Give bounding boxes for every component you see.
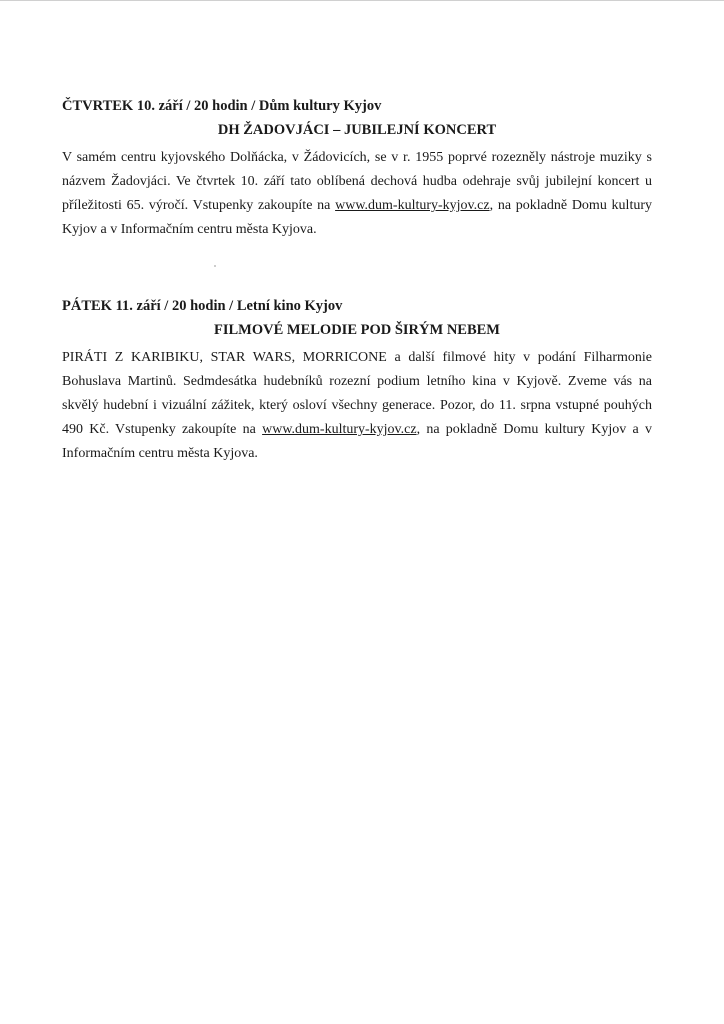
scan-speck <box>214 265 216 267</box>
event-description-text: PIRÁTI Z KARIBIKU, STAR WARS, MORRICONE a další filmové hity v podání Filharmonie Bohuslava Martinů. Sedmdesátka hudebníků rozezní podium letního kina v Kyjově. Zveme vás na skvělý hudební i vizuální zážitek, který osloví všechny generace. Pozor, do 11. srpna vstupné pouhých 490 Kč. Vstupenky zakoupíte na <box>62 350 652 437</box>
event-description-text: V samém centru kyjovského Dolňácka, v Žádovicích, se v r. 1955 poprvé rozezněly nástroje muziky s názvem Žadovjáci. Ve čtvrtek 10. září tato oblíbená dechová hudba odehraje svůj jubilejní koncert u příležitosti 65. výročí. Vstupenky zakoupíte na <box>62 150 652 213</box>
event-date-venue: ČTVRTEK 10. září / 20 hodin / Dům kultury Kyjov <box>62 98 382 114</box>
event-title: DH ŽADOVJÁCI – JUBILEJNÍ KONCERT <box>217 122 497 138</box>
ticket-website-link[interactable]: www.dum-kultury-kyjov.cz <box>335 198 490 213</box>
event-description <box>62 346 652 466</box>
event-description-text-end: , na pokladně Domu kultury Kyjov a v Informačním centru města Kyjova. <box>62 422 652 461</box>
event-thursday <box>62 96 652 242</box>
event-date-venue: PÁTEK 11. září / 20 hodin / Letní kino Kyjov <box>62 298 343 314</box>
scan-top-edge <box>0 0 724 1</box>
event-title: FILMOVÉ MELODIE POD ŠIRÝM NEBEM <box>214 322 500 338</box>
event-description <box>62 146 652 242</box>
event-friday <box>62 296 652 466</box>
ticket-website-link[interactable]: www.dum-kultury-kyjov.cz <box>262 422 417 437</box>
event-description-text-end: , na pokladně Domu kultury Kyjov a v Informačním centru města Kyjova. <box>62 198 652 237</box>
